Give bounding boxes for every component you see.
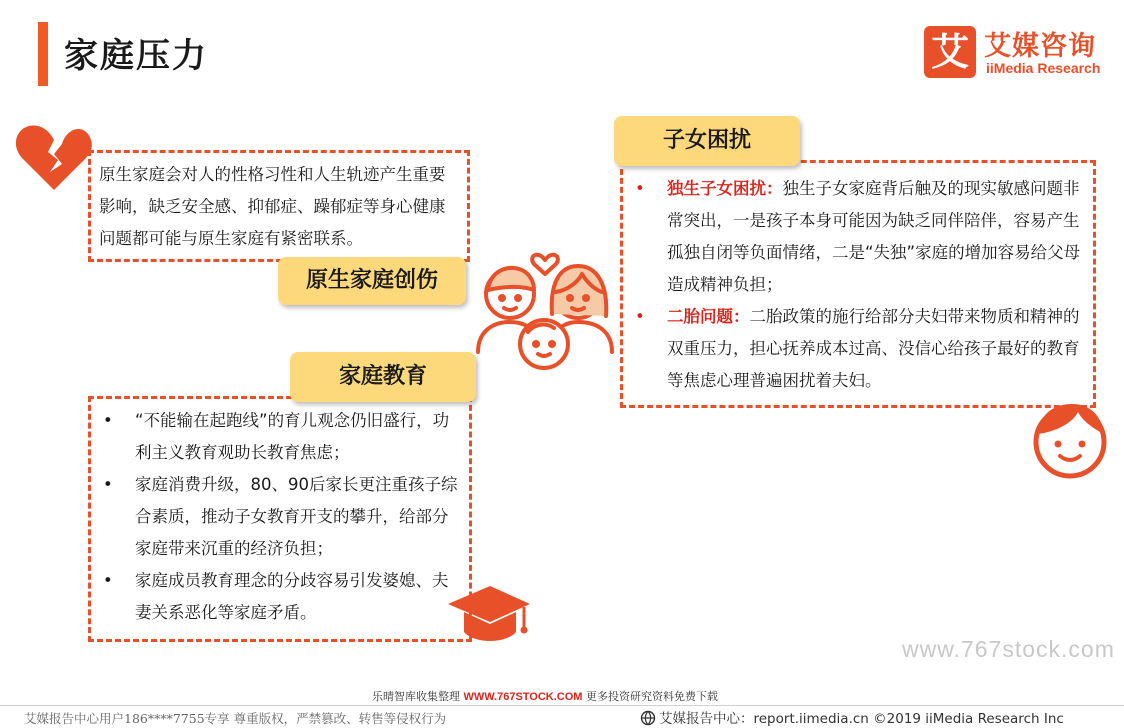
- footer-copyright-notice: 艾媒报告中心用户186****7755专享 尊重版权，严禁篡改、转售等侵权行为: [24, 711, 447, 726]
- children-label: 子女困扰: [614, 116, 800, 166]
- children-term: 独生子女困扰：: [667, 179, 783, 198]
- education-item-text: “不能输在起跑线”的育儿观念仍旧盛行，功利主义教育观助长教育焦虑；: [135, 411, 450, 462]
- child-face-icon: [1030, 398, 1110, 480]
- family-icon: [472, 236, 618, 378]
- bullet-dot: •: [103, 411, 113, 430]
- origin-family-text: 原生家庭会对人的性格习性和人生轨迹产生重要影响，缺乏安全感、抑郁症、躁郁症等身心健康问题都可能与原生家庭有紧密联系。: [99, 165, 446, 248]
- list-item: [627, 301, 1083, 397]
- children-text: 二胎政策的施行给部分夫妇带来物质和精神的双重压力，担心抚养成本过高、没信心给孩子最好的教育等焦虑心理普遍困扰着夫妇。: [667, 307, 1080, 390]
- education-item-text: 家庭消费升级，80、90后家长更注重孩子综合素质，推动子女教育开支的攀升，给部分家庭带来沉重的经济负担；: [135, 475, 458, 558]
- footer-source: [372, 688, 718, 704]
- children-text: 独生子女家庭背后触及的现实敏感问题非常突出，一是孩子本身可能因为缺乏同伴陪伴，容易产生孤独自闭等负面情绪，二是“失独”家庭的增加容易给父母造成精神负担；: [667, 179, 1081, 294]
- list-item: [627, 173, 1083, 301]
- footer-report-text: 艾媒报告中心：report.iimedia.cn ©2019 iiMedia Research Inc: [659, 711, 1064, 727]
- children-list: [627, 173, 1083, 397]
- education-list: [95, 405, 461, 629]
- bullet-dot: •: [103, 571, 113, 590]
- bullet-dot: •: [635, 307, 645, 326]
- bullet-dot: •: [635, 179, 645, 198]
- brand-logo: [924, 22, 1114, 82]
- origin-family-panel: [88, 150, 470, 262]
- list-item: [95, 405, 461, 469]
- footer-source-prefix: 乐晴智库收集整理: [372, 690, 464, 703]
- graduation-cap-icon: [444, 580, 532, 646]
- footer-source-site: WWW.767STOCK.COM: [463, 691, 583, 703]
- globe-icon: [640, 710, 656, 726]
- education-label: 家庭教育: [290, 352, 476, 402]
- logo-name-cn: 艾媒咨询: [984, 31, 1096, 62]
- education-item-text: 家庭成员教育理念的分歧容易引发婆媳、夫妻关系恶化等家庭矛盾。: [135, 571, 449, 622]
- children-panel: [620, 160, 1096, 408]
- origin-family-label: 原生家庭创伤: [278, 257, 466, 305]
- logo-mark: 艾: [924, 26, 976, 78]
- watermark-text: www.767stock.com: [902, 636, 1115, 662]
- list-item: [95, 565, 461, 629]
- footer-divider: [0, 705, 1124, 706]
- footer-report-center: [640, 707, 1064, 727]
- page-title: 家庭压力: [64, 36, 208, 76]
- bullet-dot: •: [103, 475, 113, 494]
- children-term: 二胎问题：: [667, 307, 750, 326]
- title-accent-bar: [38, 22, 48, 86]
- logo-name-en: iiMedia Research: [986, 60, 1101, 76]
- broken-heart-icon: [14, 120, 94, 192]
- list-item: [95, 469, 461, 565]
- education-panel: [88, 396, 472, 642]
- footer-source-suffix: 更多投资研究资料免费下载: [582, 690, 718, 703]
